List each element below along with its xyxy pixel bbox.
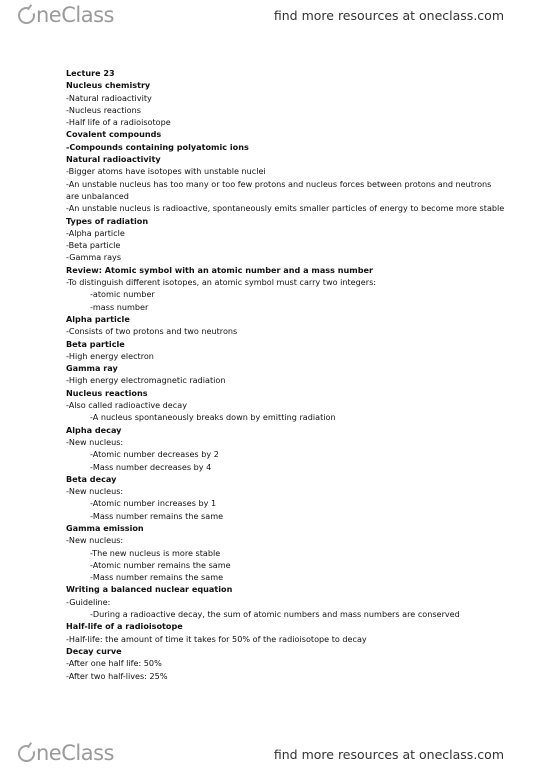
text-line: -Alpha particle — [66, 227, 125, 238]
text-line: -Mass number decreases by 4 — [90, 461, 212, 472]
document-body — [66, 67, 506, 682]
oneclass-logo-bottom[interactable] — [18, 741, 114, 765]
text-line: -New nucleus: — [66, 436, 124, 447]
text-line: -Gamma rays — [66, 252, 122, 263]
text-line: -Atomic number remains the same — [90, 559, 231, 570]
text-line: -During a radioactive decay, the sum of atomic numbers and mass numbers are conserved — [90, 609, 460, 620]
section-heading: -Compounds containing polyatomic ions — [66, 141, 249, 152]
text-line: -Consists of two protons and two neutrons — [66, 326, 238, 337]
text-line: -An unstable nucleus has too many or too few protons and nucleus forces between protons and neutrons are unbalanced — [66, 178, 492, 201]
text-line: -Guideline: — [66, 596, 111, 607]
text-line: -After one half life: 50% — [66, 658, 162, 669]
logo-text: neClass — [36, 741, 114, 765]
section-heading: Nucleus reactions — [66, 387, 148, 398]
text-line: -New nucleus: — [66, 486, 124, 497]
section-heading: Alpha particle — [66, 313, 130, 324]
header-resources-link[interactable]: find more resources at oneclass.com — [273, 8, 504, 23]
text-line: -Natural radioactivity — [66, 92, 152, 103]
section-heading: Alpha decay — [66, 424, 122, 435]
oneclass-logo-top[interactable] — [18, 3, 114, 27]
text-line: -Half life of a radioisotope — [66, 117, 171, 128]
text-line: -To distinguish different isotopes, an atomic symbol must carry two integers: — [66, 277, 377, 288]
section-heading: Beta particle — [66, 338, 125, 349]
section-heading: Half-life of a radioisotope — [66, 621, 183, 632]
logo-text: neClass — [36, 3, 114, 27]
text-line: -Atomic number increases by 1 — [90, 498, 217, 509]
section-heading: Covalent compounds — [66, 129, 162, 140]
text-line: -An unstable nucleus is radioactive, spontaneously emits smaller particles of energy to become more stable — [66, 203, 505, 214]
section-heading: Writing a balanced nuclear equation — [66, 584, 233, 595]
text-line: -The new nucleus is more stable — [90, 547, 221, 558]
text-line: -Atomic number decreases by 2 — [90, 449, 219, 460]
section-heading: Lecture 23 — [66, 68, 115, 78]
text-line: -High energy electromagnetic radiation — [66, 375, 226, 386]
text-line: -atomic number — [90, 289, 155, 300]
text-line: -High energy electron — [66, 350, 154, 361]
section-heading: Gamma emission — [66, 522, 144, 533]
text-line: -Mass number remains the same — [90, 572, 224, 583]
text-line: -Nucleus reactions — [66, 104, 141, 115]
text-line: -Mass number remains the same — [90, 510, 224, 521]
section-heading: Decay curve — [66, 645, 122, 656]
text-line: -Bigger atoms have isotopes with unstable nuclei — [66, 166, 266, 177]
section-heading: Nucleus chemistry — [66, 80, 151, 91]
oneclass-logo-icon — [18, 745, 35, 762]
section-heading: Beta decay — [66, 473, 117, 484]
text-line: -Also called radioactive decay — [66, 400, 187, 411]
text-line: -Beta particle — [66, 240, 121, 251]
footer-resources-link[interactable]: find more resources at oneclass.com — [273, 747, 504, 762]
section-heading: Types of radiation — [66, 215, 149, 226]
text-line: -After two half-lives: 25% — [66, 670, 168, 681]
section-heading: Natural radioactivity — [66, 154, 161, 165]
text-line: -A nucleus spontaneously breaks down by emitting radiation — [90, 412, 336, 423]
text-line: -Half-life: the amount of time it takes for 50% of the radioisotope to decay — [66, 633, 367, 644]
section-heading: Gamma ray — [66, 363, 118, 374]
text-line: -New nucleus: — [66, 535, 124, 546]
oneclass-logo-icon — [18, 7, 35, 24]
text-line: -mass number — [90, 301, 149, 312]
section-heading: Review: Atomic symbol with an atomic number and a mass number — [66, 264, 373, 275]
